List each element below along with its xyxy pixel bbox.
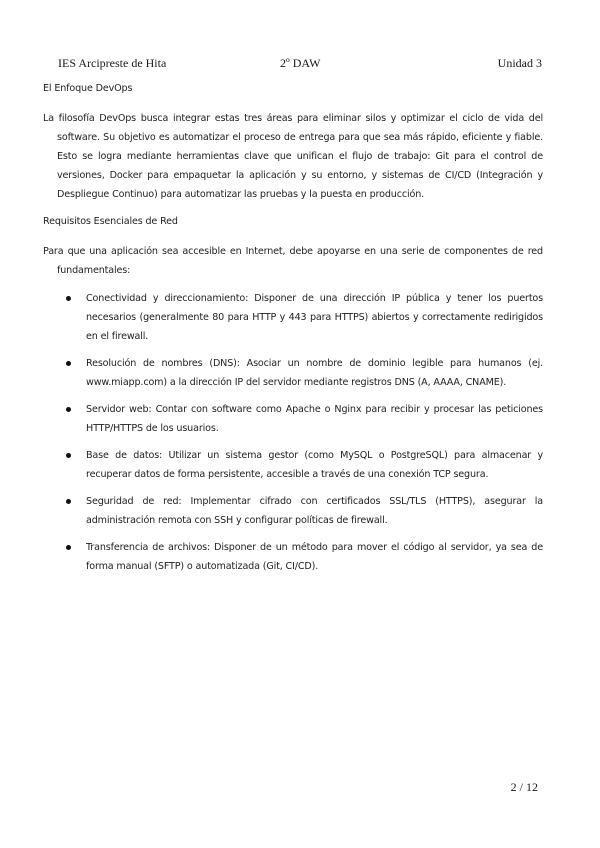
list-item-text: Conectividad y direccionamiento: Disponer de una dirección IP pública y tener los puertos necesarios (generalmente 80 para HTTP y 443 para HTTPS) abiertos y correctamente redirigidos en el firewall. [86,293,543,342]
section-title-network: Requisitos Esenciales de Red [43,216,178,227]
document-body [43,80,543,584]
bullet-icon [66,407,71,412]
network-intro: Para que una aplicación sea accesible en Internet, debe apoyarse en una serie de componentes de red fundamentales: [43,246,543,276]
list-item [66,289,543,346]
bullet-icon [66,453,71,458]
header-unit: Unidad 3 [497,56,542,70]
list-item [66,354,543,392]
list-item-text: Resolución de nombres (DNS): Asociar un nombre de dominio legible para humanos (ej. www.miapp.com) a la dirección IP del servidor mediante registros DNS (A, AAAA, CNAME). [86,358,543,388]
list-item-text: Transferencia de archivos: Disponer de un método para mover el código al servidor, ya sea de forma manual (SFTP) o automatizada (Git, CI/CD). [86,542,543,572]
list-item-text: Servidor web: Contar con software como Apache o Nginx para recibir y procesar las peticiones HTTP/HTTPS de los usuarios. [86,404,543,434]
bullet-icon [66,545,71,550]
list-item-text: Base de datos: Utilizar un sistema gestor (como MySQL o PostgreSQL) para almacenar y recuperar datos de forma persistente, accesible a través de una conexión TCP segura. [86,450,543,480]
header-school: IES Arcipreste de Hita [58,56,167,70]
section-title-devops: El Enfoque DevOps [43,83,133,94]
header-course: 2º DAW [280,56,321,70]
list-item-text: Seguridad de red: Implementar cifrado con certificados SSL/TLS (HTTPS), asegurar la administración remota con SSH y configurar políticas de firewall. [86,496,543,526]
list-item [66,538,543,576]
requirements-list [43,289,543,576]
page-header [58,56,542,72]
bullet-icon [66,499,71,504]
bullet-icon [66,361,71,366]
page-number: 2 / 12 [510,780,538,794]
list-item [66,400,543,438]
devops-paragraph: La filosofía DevOps busca integrar estas tres áreas para eliminar silos y optimizar el ciclo de vida del software. Su objetivo es automatizar el proceso de entrega para que sea más rápido, eficiente y fiable. Esto se logra mediante herramientas clave que unifican el flujo de trabajo: Git para el control de versiones, Docker para empaquetar la aplicación y su entorno, y sistemas de CI/CD (Integración y Despliegue Continuo) para automatizar las pruebas y la puesta en producción. [43,113,543,200]
bullet-icon [66,296,71,301]
list-item [66,446,543,484]
list-item [66,492,543,530]
